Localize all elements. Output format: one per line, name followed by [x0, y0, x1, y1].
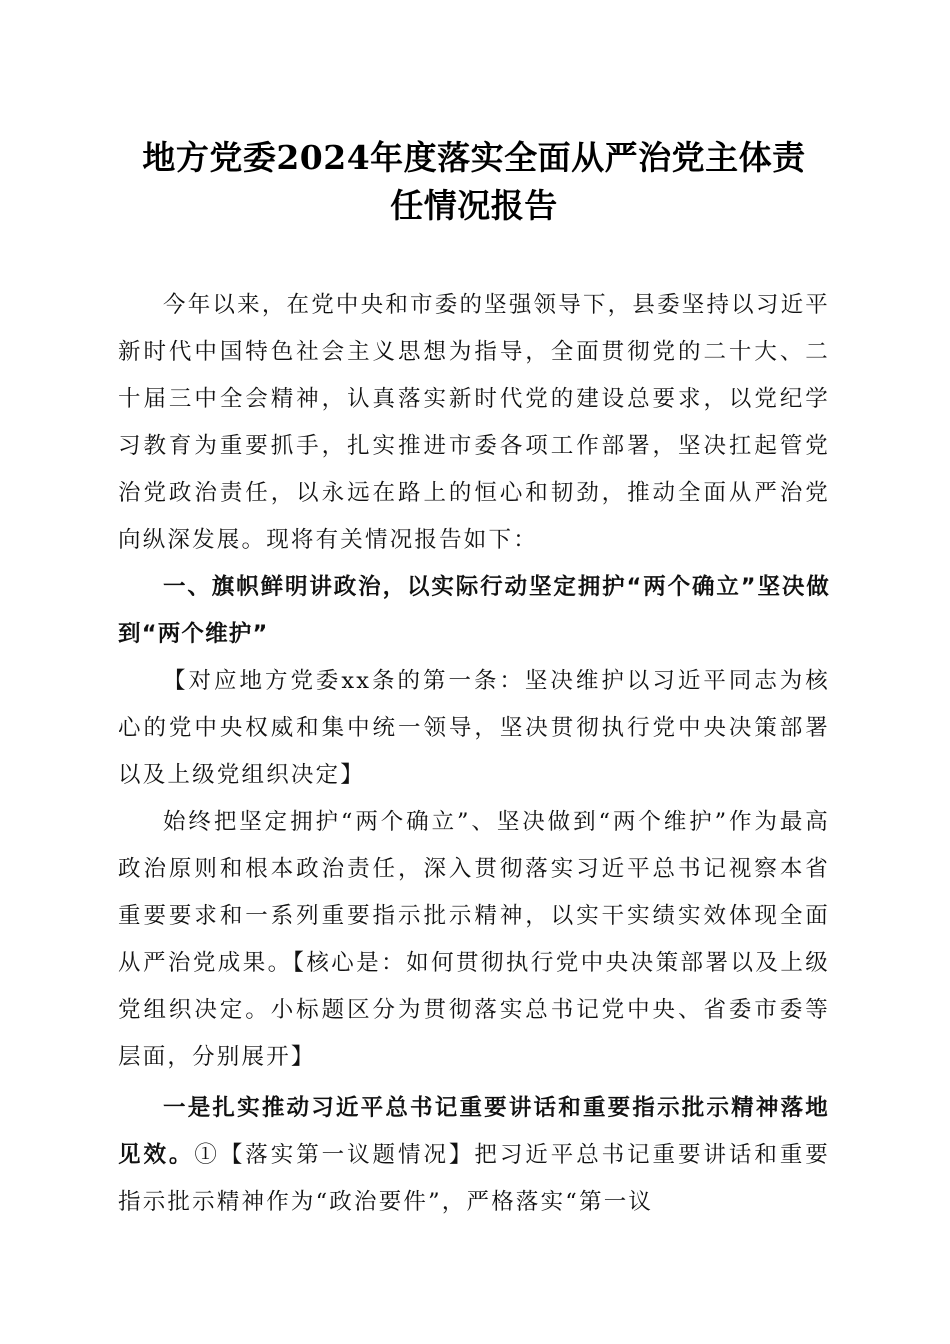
document-page	[118, 0, 830, 1226]
section-1-paragraph: 始终把坚定拥护“两个确立”、坚决做到“两个维护”作为最高政治原则和根本政治责任，深入贯彻落实习近平总书记视察本省重要要求和一系列重要指示批示精神，以实干实绩实效体现全面从严治党成果。【核心是：如何贯彻执行党中央决策部署以及上级党组织决定。小标题区分为贯彻落实总书记党中央、省委市委等层面，分别展开】	[118, 809, 830, 1070]
title-line-1: 地方党委2024年度落实全面从严治党主体责	[142, 138, 806, 177]
intro-paragraph: 今年以来，在党中央和市委的坚强领导下，县委坚持以习近平新时代中国特色社会主义思想为指导，全面贯彻党的二十大、二十届三中全会精神，认真落实新时代党的建设总要求，以党纪学习教育为重要抓手，扎实推进市委各项工作部署，坚决扛起管党治党政治责任，以永远在路上的恒心和韧劲，推动全面从严治党向纵深发展。现将有关情况报告如下：	[118, 292, 830, 553]
document-body	[118, 282, 830, 1226]
item-1-text: ①【落实第一议题情况】把习近平总书记重要讲话和重要指示批示精神作为“政治要件”，严格落实“第一议	[118, 1142, 830, 1215]
section-1-note: 【对应地方党委xx条的第一条：坚决维护以习近平同志为核心的党中央权威和集中统一领导，坚决贯彻执行党中央决策部署以及上级党组织决定】	[118, 668, 830, 788]
item-1-paragraph	[118, 1085, 830, 1226]
section-1-heading: 一、旗帜鲜明讲政治，以实际行动坚定拥护“两个确立”坚决做到“两个维护”	[118, 574, 830, 647]
title-line-2: 任情况报告	[390, 186, 558, 225]
item-1-lead: 一是扎实推动习近平总书记重要讲话和重要指示批示精神落地见效。	[118, 1095, 830, 1168]
document-title	[118, 134, 830, 230]
